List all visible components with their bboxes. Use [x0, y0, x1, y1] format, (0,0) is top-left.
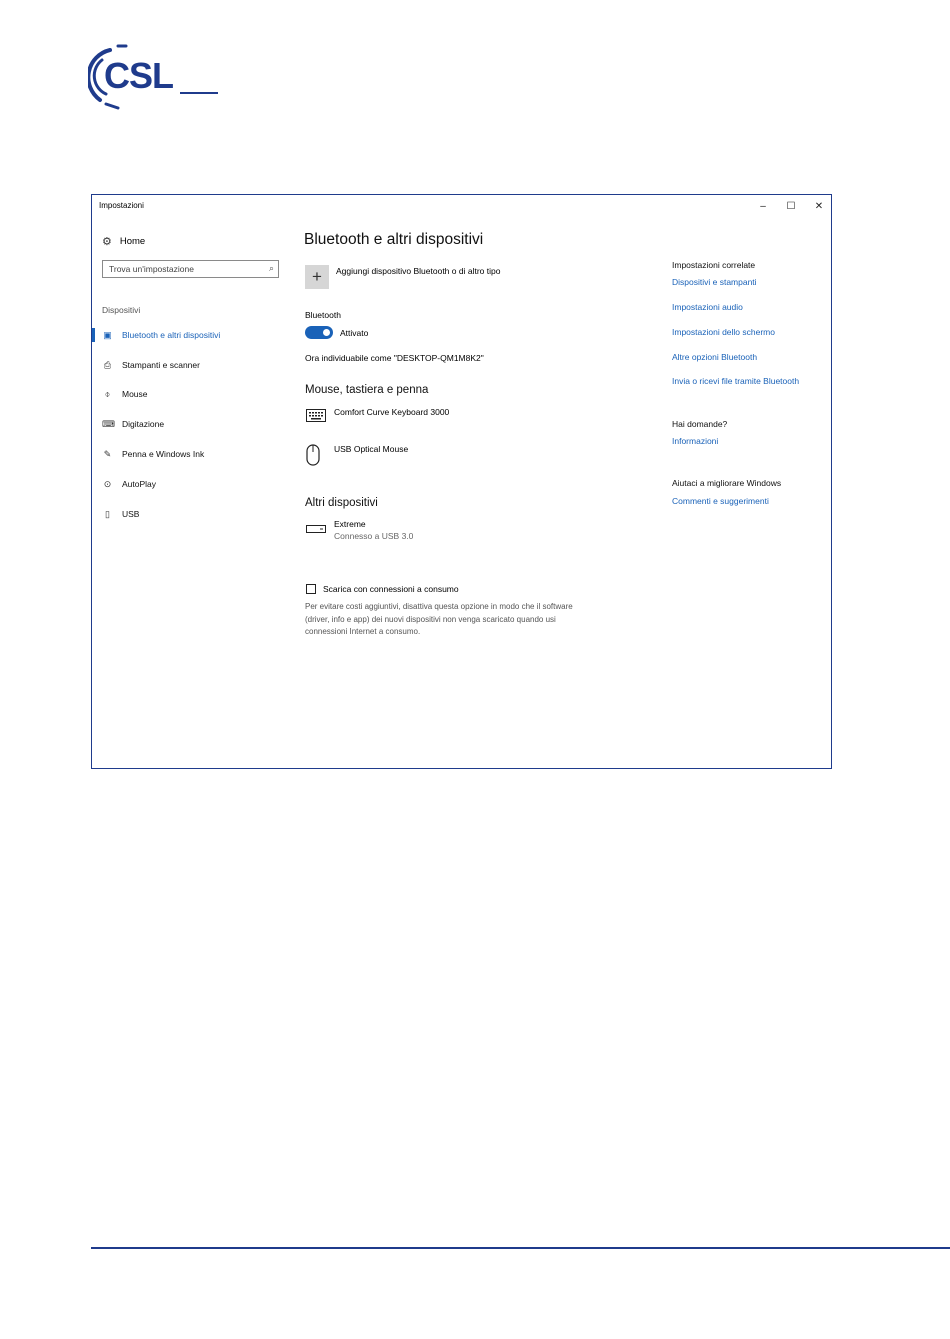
active-indicator	[92, 328, 95, 342]
toggle-knob	[323, 329, 330, 336]
metered-checkbox-label[interactable]: Scarica con connessioni a consumo	[323, 584, 459, 594]
title-bar	[92, 195, 831, 217]
link-send-receive-bluetooth[interactable]: Invia o ricevi file tramite Bluetooth	[672, 376, 800, 386]
settings-window	[91, 194, 832, 769]
sidebar-item-label: Penna e Windows Ink	[122, 449, 205, 459]
sidebar-item-label: AutoPlay	[122, 479, 157, 489]
csl-logo	[88, 42, 222, 112]
footer-line	[91, 1247, 950, 1249]
link-feedback[interactable]: Commenti e suggerimenti	[672, 496, 769, 506]
sidebar-item-printers[interactable]	[102, 357, 200, 373]
device-extreme-status: Connesso a USB 3.0	[334, 531, 414, 541]
page-title: Bluetooth e altri dispositivi	[304, 231, 484, 248]
link-display-settings[interactable]: Impostazioni dello schermo	[672, 327, 775, 337]
close-button[interactable]: ✕	[814, 200, 824, 212]
mouse-icon	[306, 444, 320, 466]
section-other-devices: Altri dispositivi	[305, 497, 378, 509]
nav-section-title: Dispositivi	[102, 305, 141, 315]
sidebar-item-pen[interactable]	[102, 446, 204, 462]
add-device-button[interactable]	[305, 265, 329, 289]
bluetooth-state: Attivato	[340, 328, 369, 338]
sidebar-item-bluetooth[interactable]	[102, 327, 220, 343]
device-extreme-name[interactable]: Extreme	[334, 519, 366, 529]
search-icon: ⌕	[268, 263, 274, 273]
device-keyboard-name[interactable]: Comfort Curve Keyboard 3000	[334, 407, 450, 417]
drive-icon	[306, 525, 326, 533]
minimize-button[interactable]: –	[760, 200, 766, 212]
mouse-icon: ⌽	[104, 388, 111, 399]
related-settings-heading: Impostazioni correlate	[672, 260, 756, 270]
sidebar-item-typing[interactable]	[102, 416, 164, 432]
link-devices-printers[interactable]: Dispositivi e stampanti	[672, 277, 757, 287]
nav-home-label: Home	[119, 236, 146, 247]
maximize-button[interactable]: ☐	[786, 200, 796, 212]
discoverable-text: Ora individuabile come "DESKTOP-QM1M8K2"	[305, 353, 484, 363]
svg-text:CSL: CSL	[104, 55, 173, 96]
sidebar-item-label: Mouse	[122, 389, 148, 399]
sidebar-item-label: Digitazione	[122, 419, 165, 429]
search-input[interactable]	[102, 260, 279, 278]
add-device-label[interactable]: Aggiungi dispositivo Bluetooth o di altro tipo	[336, 266, 501, 276]
window-title: Impostazioni	[99, 201, 144, 210]
plus-icon: +	[312, 267, 322, 286]
section-input-devices: Mouse, tastiera e penna	[305, 384, 429, 396]
usb-icon: ▯	[105, 508, 110, 519]
pen-icon: ✎	[103, 448, 112, 459]
keyboard-icon: ⌨	[102, 418, 115, 429]
keyboard-icon	[306, 409, 326, 422]
metered-checkbox[interactable]	[306, 584, 316, 594]
sidebar-item-usb[interactable]	[102, 506, 139, 522]
search-placeholder: Trova un'impostazione	[109, 264, 194, 274]
bluetooth-devices-icon: ▣	[103, 329, 112, 340]
bluetooth-label: Bluetooth	[305, 310, 341, 320]
sidebar-item-label: USB	[122, 509, 140, 519]
link-informazioni[interactable]: Informazioni	[672, 436, 719, 446]
device-mouse-name[interactable]: USB Optical Mouse	[334, 444, 409, 454]
nav-home[interactable]	[102, 235, 145, 248]
bluetooth-toggle[interactable]	[305, 326, 333, 339]
questions-heading: Hai domande?	[672, 419, 728, 429]
gear-icon: ⚙	[102, 236, 112, 248]
sidebar-item-label: Stampanti e scanner	[122, 360, 200, 370]
link-audio-settings[interactable]: Impostazioni audio	[672, 302, 743, 312]
sidebar-item-mouse[interactable]	[102, 386, 148, 402]
link-more-bluetooth[interactable]: Altre opzioni Bluetooth	[672, 352, 758, 362]
printer-icon: ⎙	[103, 359, 112, 370]
metered-description: Per evitare costi aggiuntivi, disattiva questa opzione in modo che il software (driver, info e app) dei nuovi dispositivi non venga scaricato quando usi connessioni Internet a consumo.	[305, 602, 573, 636]
sidebar-item-autoplay[interactable]	[102, 476, 156, 492]
sidebar-item-label: Bluetooth e altri dispositivi	[122, 330, 221, 340]
improve-heading: Aiutaci a migliorare Windows	[672, 478, 782, 488]
autoplay-icon: ⊙	[103, 478, 112, 489]
